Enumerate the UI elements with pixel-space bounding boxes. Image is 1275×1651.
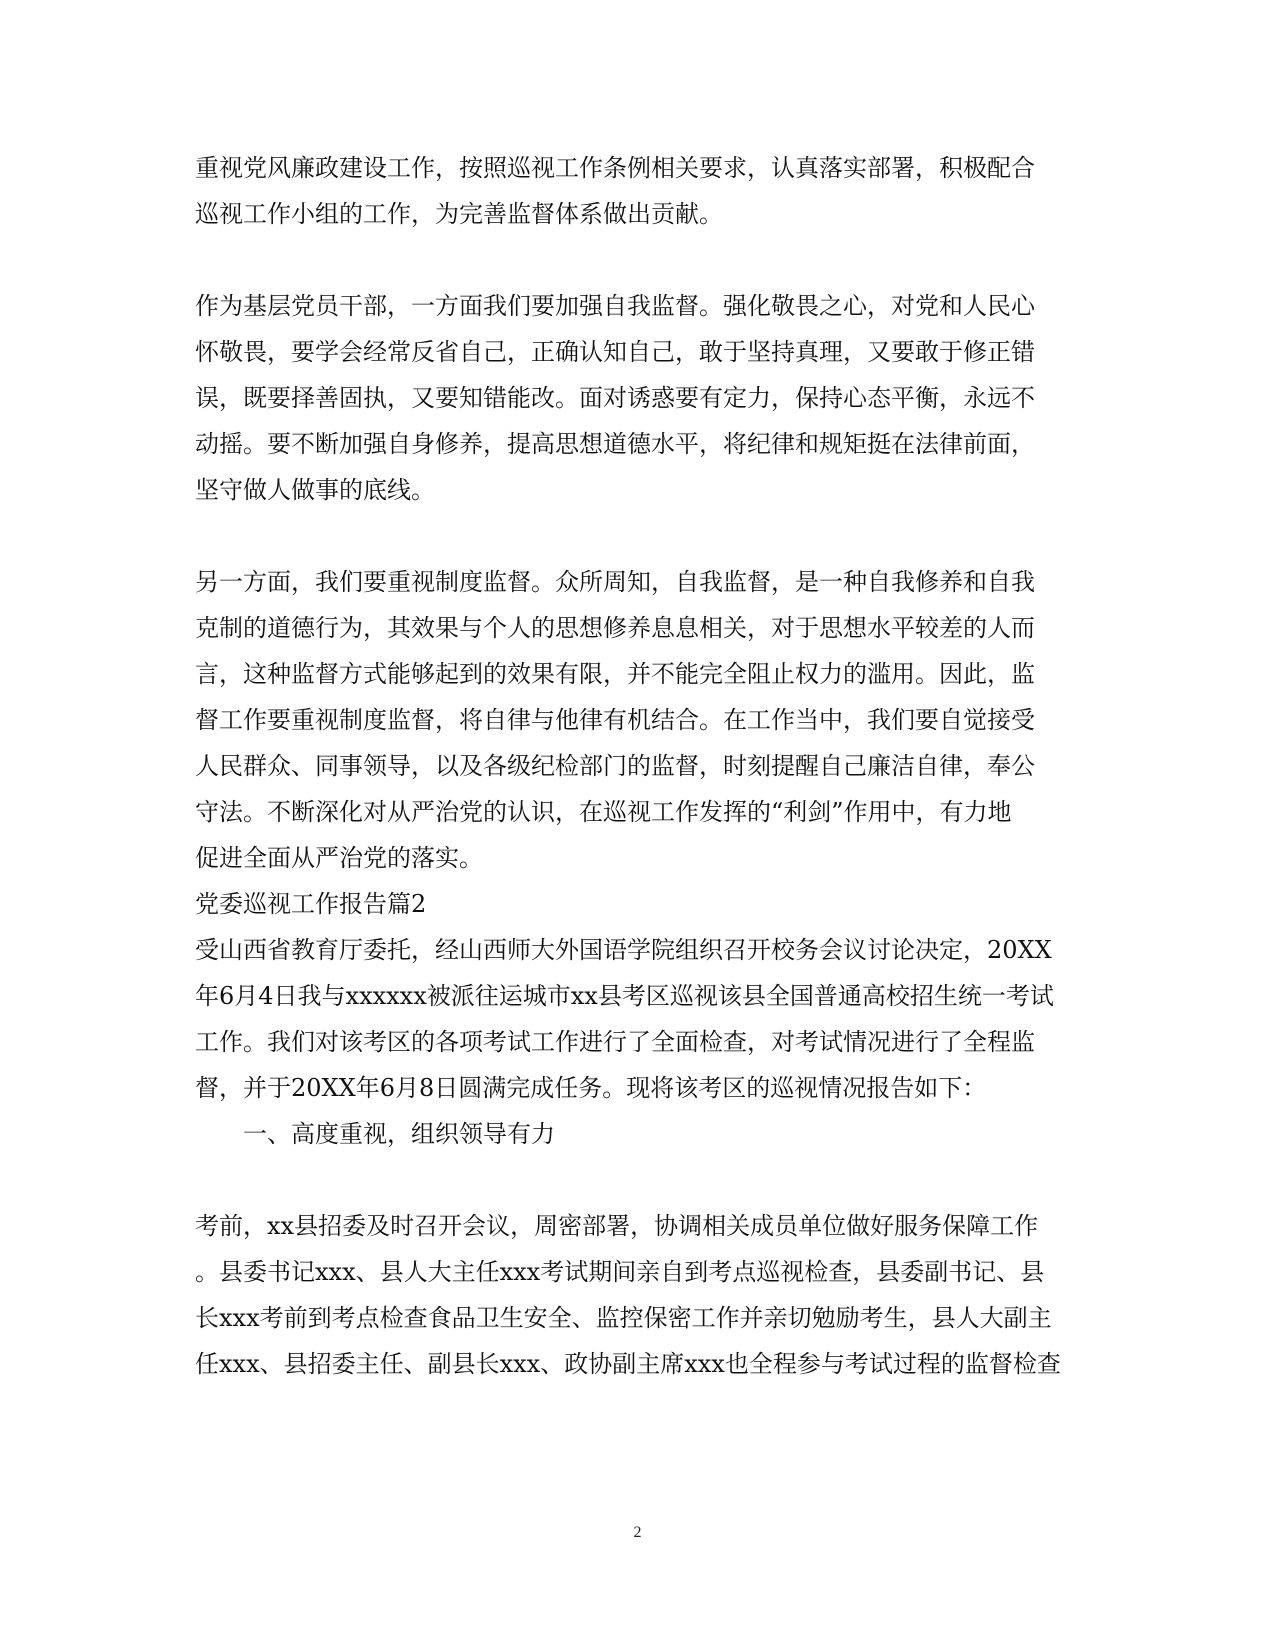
final-paragraph-line-4: 任xxx、县招委主任、副县长xxx、政协副主席xxx也全程参与考试过程的监督检查 <box>195 1350 1061 1378</box>
paragraph-1-line-2: 巡视工作小组的工作，为完善监督体系做出贡献。 <box>195 200 723 228</box>
final-paragraph-line-3: 长xxx考前到考点检查食品卫生安全、监控保密工作并亲切勉励考生，县人大副主 <box>195 1304 1052 1332</box>
page-number: 2 <box>633 1524 642 1541</box>
paragraph-3-line-4: 督工作要重视制度监督，将自律与他律有机结合。在工作当中，我们要自觉接受 <box>195 706 1035 734</box>
heading-1: 一、高度重视，组织领导有力 <box>243 1120 555 1148</box>
report-intro-line-3: 工作。我们对该考区的各项考试工作进行了全面检查，对考试情况进行了全程监 <box>195 1028 1035 1056</box>
paragraph-2-line-3: 误，既要择善固执，又要知错能改。面对诱惑要有定力，保持心态平衡，永远不 <box>195 384 1035 412</box>
paragraph-2-line-4: 动摇。要不断加强自身修养，提高思想道德水平，将纪律和规矩挺在法律前面， <box>195 430 1035 458</box>
paragraph-2-line-5: 坚守做人做事的底线。 <box>195 476 435 504</box>
report-intro-line-4: 督，并于20XX年6月8日圆满完成任务。现将该考区的巡视情况报告如下： <box>195 1074 987 1102</box>
paragraph-3-line-7: 促进全面从严治党的落实。 <box>195 844 483 872</box>
paragraph-3-line-2: 克制的道德行为，其效果与个人的思想修养息息相关，对于思想水平较差的人而 <box>195 614 1035 642</box>
report-intro-line-2: 年6月4日我与xxxxxx被派往运城市xx县考区巡视该县全国普通高校招生统一考试 <box>195 982 1054 1010</box>
final-paragraph-line-1: 考前，xx县招委及时召开会议，周密部署，协调相关成员单位做好服务保障工作 <box>195 1212 1039 1240</box>
section-title: 党委巡视工作报告篇2 <box>195 890 427 918</box>
paragraph-3-line-3: 言，这种监督方式能够起到的效果有限，并不能完全阻止权力的滥用。因此，监 <box>195 660 1035 688</box>
paragraph-3-line-6: 守法。不断深化对从严治党的认识，在巡视工作发挥的“利剑”作用中，有力地 <box>195 798 1012 826</box>
paragraph-2-line-2: 怀敬畏，要学会经常反省自己，正确认知自己，敢于坚持真理，又要敢于修正错 <box>195 338 1035 366</box>
final-paragraph-line-2: 。县委书记xxx、县人大主任xxx考试期间亲自到考点巡视检查，县委副书记、县 <box>195 1258 1045 1286</box>
paragraph-3-line-1: 另一方面，我们要重视制度监督。众所周知，自我监督，是一种自我修养和自我 <box>195 568 1035 596</box>
paragraph-2-line-1: 作为基层党员干部，一方面我们要加强自我监督。强化敬畏之心，对党和人民心 <box>195 292 1035 320</box>
paragraph-1-line-1: 重视党风廉政建设工作，按照巡视工作条例相关要求，认真落实部署，积极配合 <box>195 154 1035 182</box>
paragraph-3-line-5: 人民群众、同事领导，以及各级纪检部门的监督，时刻提醒自己廉洁自律，奉公 <box>195 752 1035 780</box>
report-intro-line-1: 受山西省教育厅委托，经山西师大外国语学院组织召开校务会议讨论决定，20XX <box>195 936 1052 964</box>
